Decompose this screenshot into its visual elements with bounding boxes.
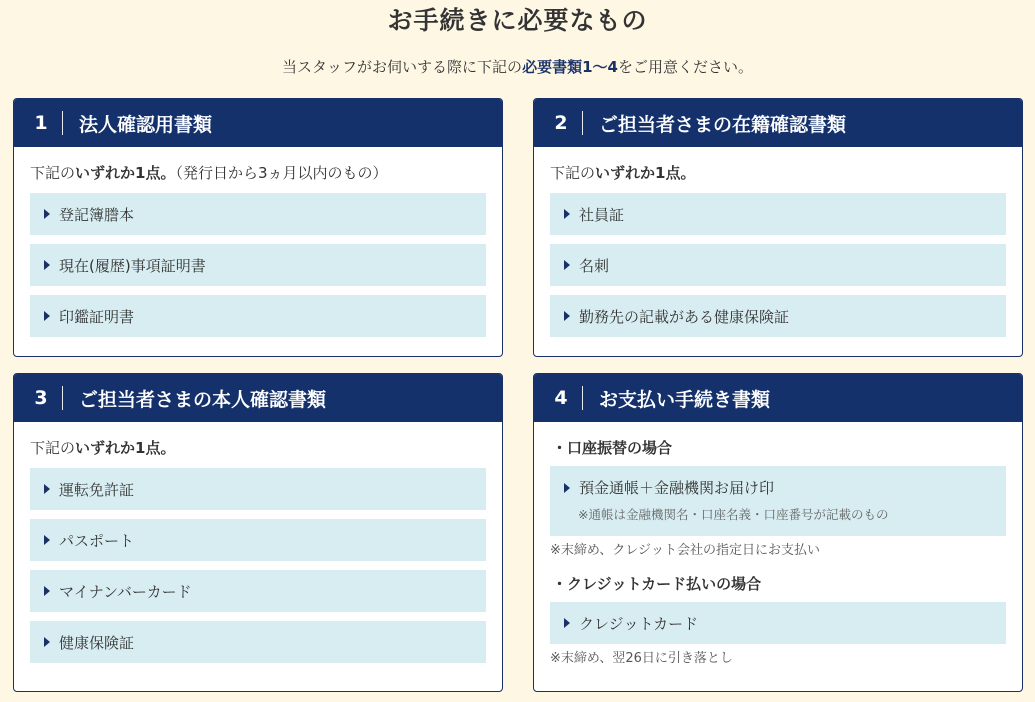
item-label: 登記簿謄本	[59, 205, 135, 224]
page-title: お手続きに必要なもの	[387, 6, 648, 35]
list-item	[550, 244, 1006, 286]
card-title: ご担当者さまの本人確認書類	[79, 388, 327, 411]
card-header	[534, 99, 1022, 147]
item-label: 預金通帳＋金融機関お届け印	[579, 479, 775, 497]
card-number: 3	[34, 387, 48, 409]
lead-strong: 必要書類1〜4	[522, 58, 618, 76]
item-label: 現在(履歴)事項証明書	[59, 256, 206, 275]
card-title: 法人確認用書類	[79, 113, 213, 136]
list-item	[550, 602, 1006, 644]
note-strong: いずれか1点。	[75, 164, 176, 182]
note-before: 下記の	[550, 164, 596, 182]
item-note: ※通帳は金融機関名・口座名義・口座番号が記載のもの	[578, 507, 889, 522]
list-item	[30, 295, 486, 337]
item-label: パスポート	[59, 531, 135, 550]
divider	[582, 386, 583, 410]
list-item	[30, 570, 486, 612]
section-heading: ・口座振替の場合	[552, 439, 673, 457]
card-number: 4	[554, 387, 568, 409]
triangle-right-icon	[564, 260, 570, 270]
list-item	[550, 193, 1006, 235]
lead-text	[0, 56, 1035, 78]
footnote: ※末締め、翌26日に引き落とし	[550, 651, 733, 666]
note-strong: いずれか1点。	[75, 439, 176, 457]
card-number: 1	[34, 112, 48, 134]
triangle-right-icon	[44, 484, 50, 494]
triangle-right-icon	[564, 483, 570, 493]
list-item	[550, 466, 1006, 536]
card-payment-documents	[533, 373, 1023, 692]
card-corporate-documents	[13, 98, 503, 357]
list-item	[30, 621, 486, 663]
triangle-right-icon	[44, 209, 50, 219]
card-title: お支払い手続き書類	[599, 388, 771, 411]
note-before: 下記の	[30, 164, 76, 182]
item-label: 運転免許証	[59, 480, 135, 499]
card-employment-verification	[533, 98, 1023, 357]
triangle-right-icon	[44, 535, 50, 545]
note-strong: いずれか1点。	[595, 164, 696, 182]
card-header	[14, 374, 502, 422]
card-header	[14, 99, 502, 147]
triangle-right-icon	[564, 311, 570, 321]
list-item	[550, 295, 1006, 337]
lead-after: をご用意ください。	[617, 58, 753, 76]
triangle-right-icon	[44, 637, 50, 647]
triangle-right-icon	[44, 311, 50, 321]
divider	[62, 386, 63, 410]
card-title: ご担当者さまの在籍確認書類	[599, 113, 847, 136]
item-label: クレジットカード	[579, 614, 699, 633]
item-label: 健康保険証	[59, 633, 135, 652]
card-note	[30, 438, 486, 458]
item-label: 名刺	[579, 256, 610, 275]
card-identity-documents	[13, 373, 503, 692]
list-item	[30, 519, 486, 561]
card-number: 2	[554, 112, 568, 134]
card-header	[534, 374, 1022, 422]
triangle-right-icon	[44, 586, 50, 596]
list-item	[30, 193, 486, 235]
note-before: 下記の	[30, 439, 76, 457]
footnote: ※末締め、クレジット会社の指定日にお支払い	[550, 543, 821, 558]
triangle-right-icon	[564, 618, 570, 628]
list-item	[30, 244, 486, 286]
card-note	[30, 163, 486, 183]
triangle-right-icon	[564, 209, 570, 219]
section-heading: ・クレジットカード払いの場合	[552, 575, 762, 593]
divider	[582, 111, 583, 135]
item-label: マイナンバーカード	[59, 582, 192, 601]
item-label: 印鑑証明書	[59, 307, 135, 326]
card-note	[550, 163, 1006, 183]
item-label: 社員証	[579, 205, 625, 224]
triangle-right-icon	[44, 260, 50, 270]
item-label: 勤務先の記載がある健康保険証	[579, 307, 790, 326]
list-item	[30, 468, 486, 510]
lead-before: 当スタッフがお伺いする際に下記の	[282, 58, 523, 76]
divider	[62, 111, 63, 135]
note-after: （発行日から3ヵ月以内のもの）	[175, 164, 388, 182]
